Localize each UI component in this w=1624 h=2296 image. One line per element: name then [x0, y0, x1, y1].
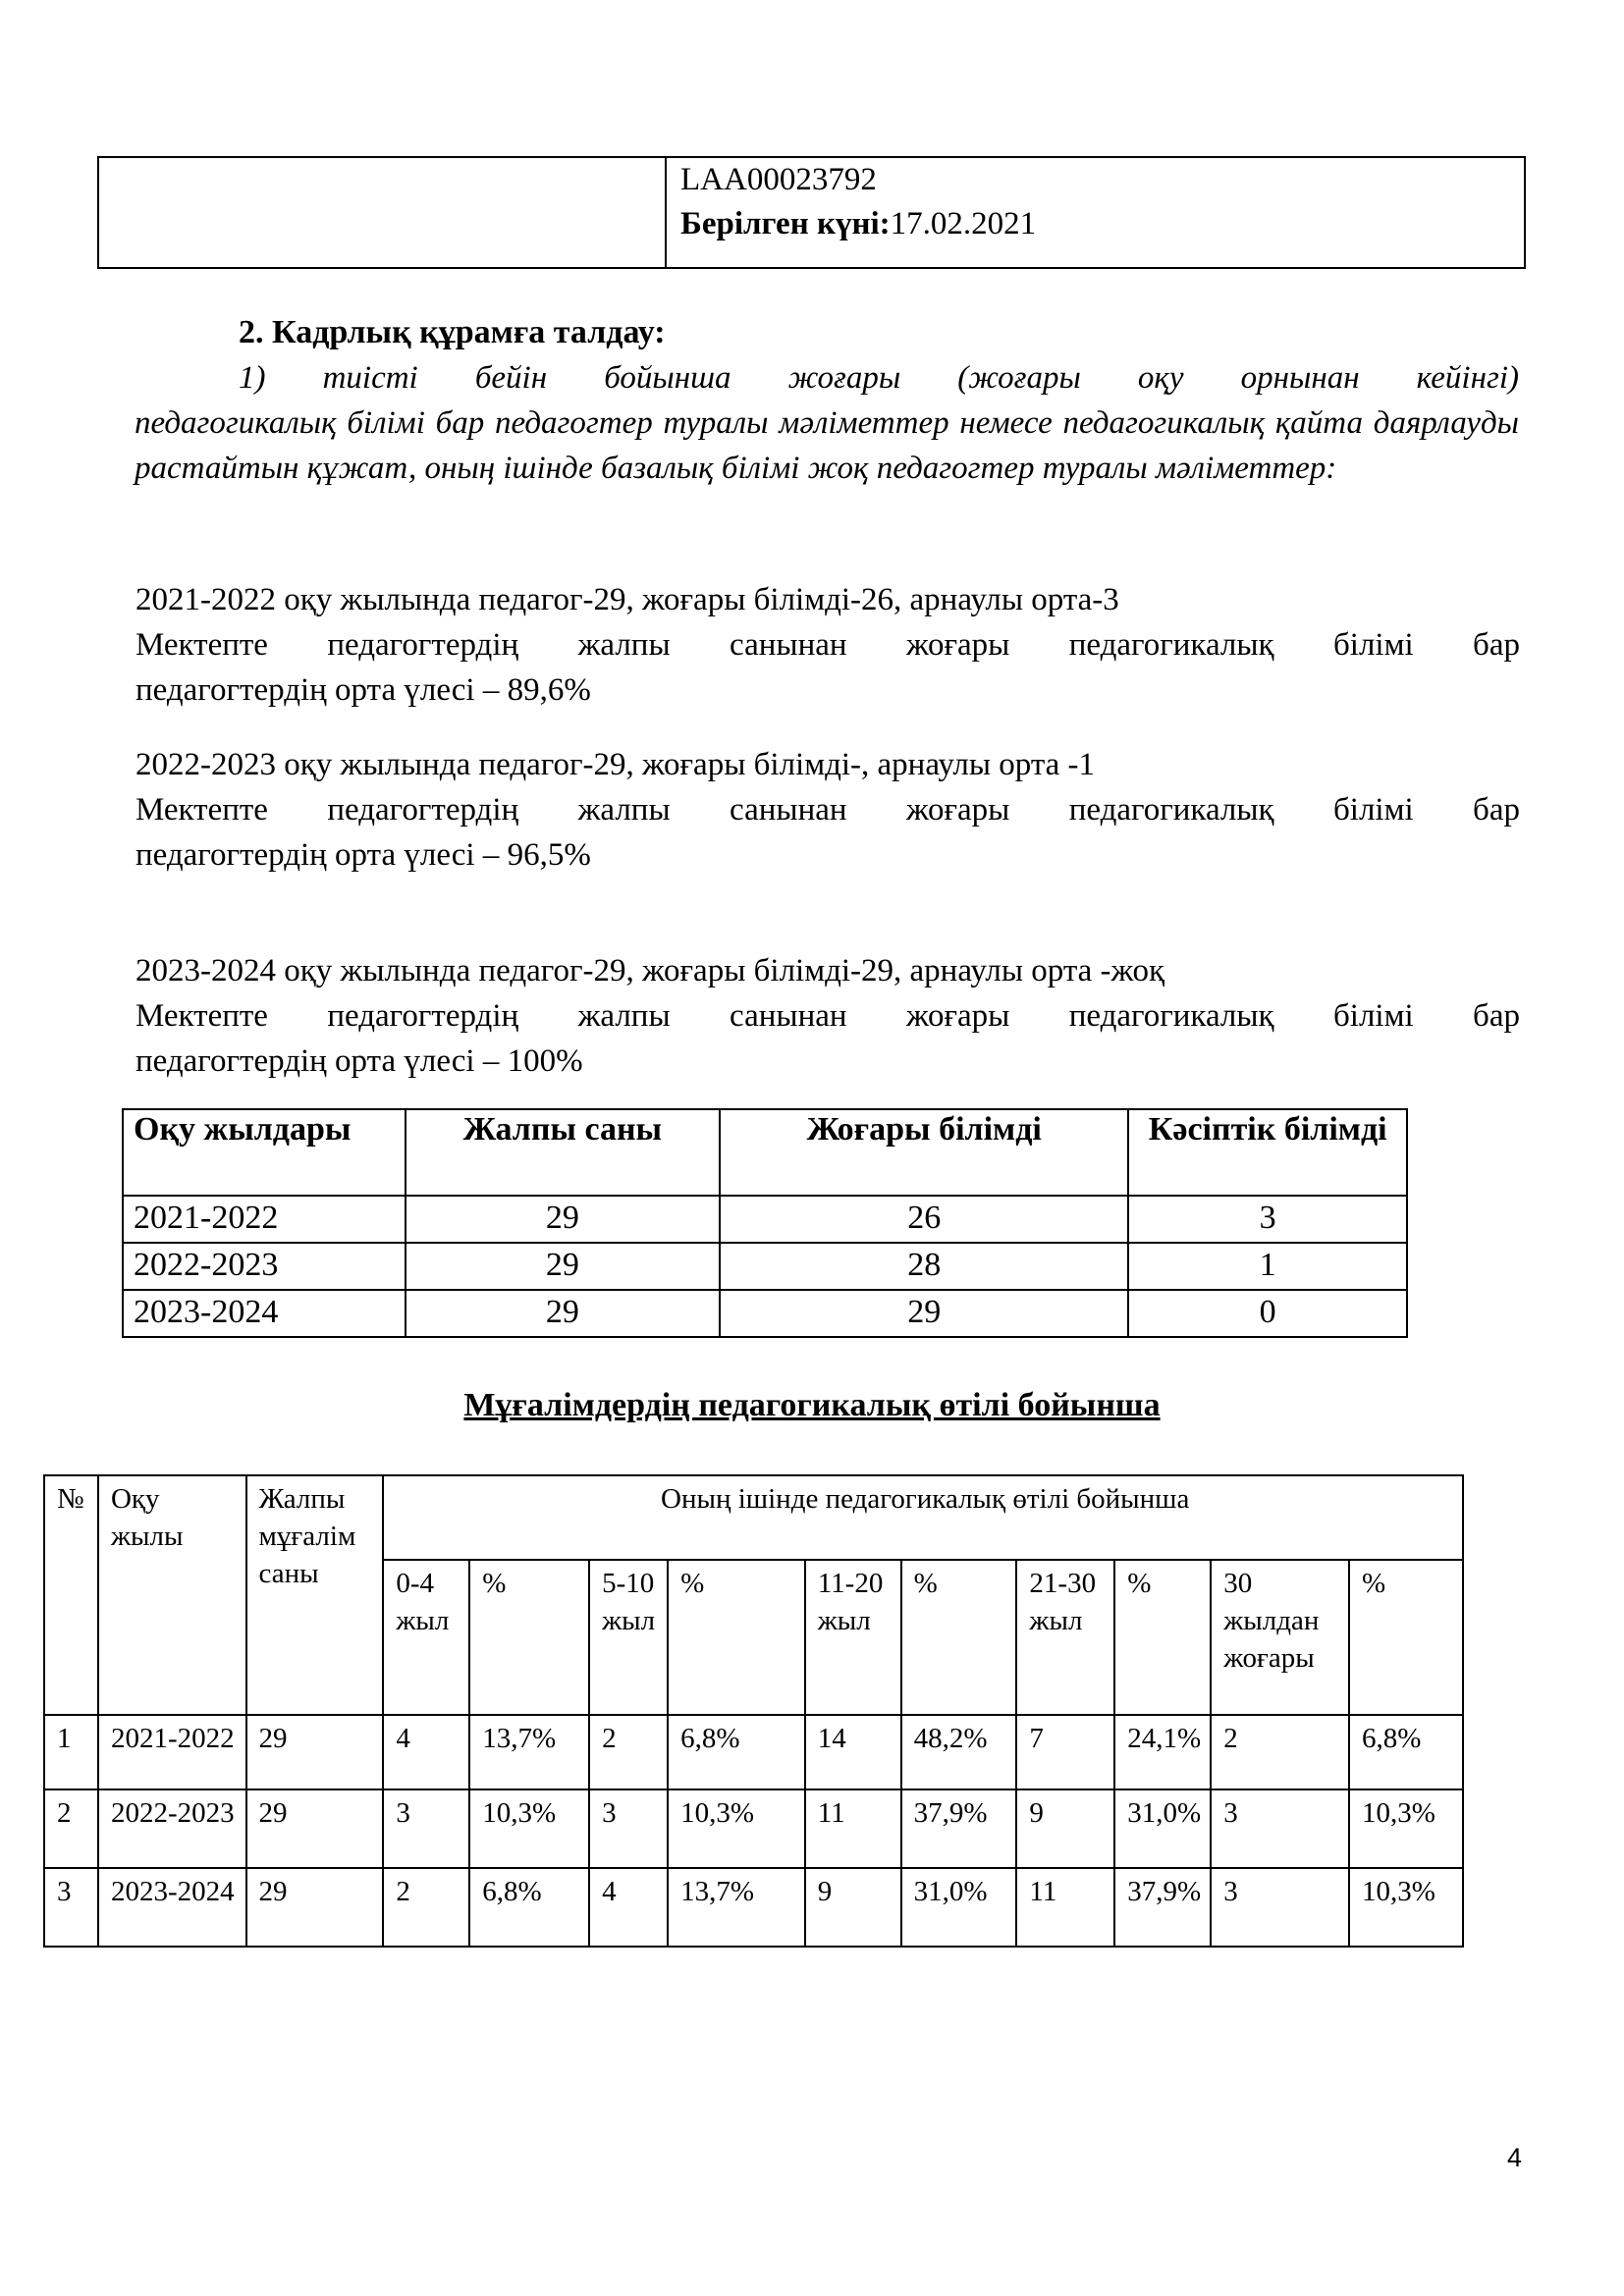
year-block-2	[135, 742, 1520, 878]
header-year: Оқу жылы	[98, 1475, 246, 1715]
intro-rest: педагогикалық білімі бар педагогтер туралы мәліметтер немесе педагогикалық қайта даярлауды растайтын құжат, оның ішінде базалық білімі жоқ педагогтер туралы мәліметтер:	[135, 405, 1519, 486]
license-code: LAA00023792	[680, 162, 877, 197]
cell-total: 29	[406, 1243, 720, 1290]
share-line-1: Мектепте педагогтердің жалпы санынан жоғары педагогикалық білімі бар	[135, 792, 1520, 828]
issued-date: 17.02.2021	[890, 206, 1037, 241]
cell-higher: 26	[720, 1196, 1128, 1243]
cell: 48,2%	[901, 1715, 1017, 1789]
table-row	[44, 1715, 1463, 1789]
cell: 11	[805, 1789, 901, 1868]
header-0-4: 0-4 жыл	[383, 1560, 469, 1715]
summary-table	[122, 1108, 1408, 1338]
header-num: №	[44, 1475, 98, 1715]
info-table	[97, 156, 1526, 269]
header-years: Оқу жылдары	[123, 1109, 406, 1196]
cell: 2	[383, 1868, 469, 1947]
summary-header-row	[123, 1109, 1407, 1196]
year-line: 2022-2023 оқу жылында педагог-29, жоғары білімді-, арнаулы орта -1	[135, 747, 1096, 782]
cell-vocational: 0	[1128, 1290, 1407, 1337]
year-block-3	[135, 948, 1520, 1084]
info-empty-cell	[98, 157, 666, 268]
cell: 37,9%	[1114, 1868, 1211, 1947]
share-line-2: педагогтердің орта үлесі – 100%	[135, 1043, 583, 1079]
share-line-2: педагогтердің орта үлесі – 89,6%	[135, 672, 591, 708]
cell: 31,0%	[901, 1868, 1017, 1947]
cell-year: 2023-2024	[123, 1290, 406, 1337]
cell: 2022-2023	[98, 1789, 246, 1868]
share-line-2: педагогтердің орта үлесі – 96,5%	[135, 837, 591, 873]
year-line: 2023-2024 оқу жылында педагог-29, жоғары білімді-29, арнаулы орта -жоқ	[135, 953, 1165, 988]
info-cell	[666, 157, 1525, 268]
cell: 4	[383, 1715, 469, 1789]
issued-date-line	[680, 202, 1510, 246]
header-pct: %	[1114, 1560, 1211, 1715]
cell: 2	[44, 1789, 98, 1868]
cell: 6,8%	[668, 1715, 805, 1789]
cell: 2023-2024	[98, 1868, 246, 1947]
header-vocational: Кәсіптік білімді	[1128, 1109, 1407, 1196]
cell: 29	[246, 1715, 384, 1789]
cell: 29	[246, 1789, 384, 1868]
cell-vocational: 1	[1128, 1243, 1407, 1290]
cell: 11	[1016, 1868, 1114, 1947]
section-title: 2. Кадрлық құрамға талдау:	[239, 314, 666, 350]
cell-year: 2022-2023	[123, 1243, 406, 1290]
header-30-plus: 30 жылдан жоғары	[1211, 1560, 1349, 1715]
cell-total: 29	[406, 1196, 720, 1243]
cell: 9	[1016, 1789, 1114, 1868]
year-block-1	[135, 577, 1520, 713]
cell: 24,1%	[1114, 1715, 1211, 1789]
header-21-30: 21-30 жыл	[1016, 1560, 1114, 1715]
cell: 37,9%	[901, 1789, 1017, 1868]
cell: 6,8%	[1349, 1715, 1463, 1789]
table-row	[123, 1196, 1407, 1243]
header-higher: Жоғары білімді	[720, 1109, 1128, 1196]
cell: 3	[1211, 1868, 1349, 1947]
cell: 2	[1211, 1715, 1349, 1789]
exp-header-row-1	[44, 1475, 1463, 1560]
experience-table	[43, 1474, 1464, 1948]
cell: 13,7%	[469, 1715, 589, 1789]
experience-title: Мұғалімдердің педагогикалық өтілі бойынша	[463, 1387, 1161, 1423]
table-row	[123, 1243, 1407, 1290]
header-pct: %	[1349, 1560, 1463, 1715]
share-line-1: Мектепте педагогтердің жалпы санынан жоғары педагогикалық білімі бар	[135, 998, 1520, 1034]
table-row	[123, 1290, 1407, 1337]
header-11-20: 11-20 жыл	[805, 1560, 901, 1715]
cell-higher: 28	[720, 1243, 1128, 1290]
header-total-teachers: Жалпы мұғалім саны	[246, 1475, 384, 1715]
cell: 14	[805, 1715, 901, 1789]
year-line: 2021-2022 оқу жылында педагог-29, жоғары білімді-26, арнаулы орта-3	[135, 582, 1119, 617]
cell: 29	[246, 1868, 384, 1947]
header-pct: %	[469, 1560, 589, 1715]
header-experience-span: Оның ішінде педагогикалық өтілі бойынша	[383, 1475, 1463, 1560]
cell: 6,8%	[469, 1868, 589, 1947]
cell: 10,3%	[668, 1789, 805, 1868]
cell: 1	[44, 1715, 98, 1789]
cell: 3	[44, 1868, 98, 1947]
header-total: Жалпы саны	[406, 1109, 720, 1196]
cell: 2021-2022	[98, 1715, 246, 1789]
cell: 10,3%	[1349, 1789, 1463, 1868]
header-5-10: 5-10 жыл	[589, 1560, 668, 1715]
header-pct: %	[901, 1560, 1017, 1715]
issued-label: Берілген күні:	[680, 206, 891, 241]
cell: 13,7%	[668, 1868, 805, 1947]
table-row	[44, 1789, 1463, 1868]
header-pct: %	[668, 1560, 805, 1715]
cell: 4	[589, 1868, 668, 1947]
cell-vocational: 3	[1128, 1196, 1407, 1243]
cell-higher: 29	[720, 1290, 1128, 1337]
cell: 10,3%	[469, 1789, 589, 1868]
cell: 31,0%	[1114, 1789, 1211, 1868]
cell: 3	[589, 1789, 668, 1868]
table-row	[44, 1868, 1463, 1947]
page-number: 4	[1506, 2143, 1522, 2172]
share-line-1: Мектепте педагогтердің жалпы санынан жоғары педагогикалық білімі бар	[135, 627, 1520, 663]
cell: 9	[805, 1868, 901, 1947]
cell: 3	[1211, 1789, 1349, 1868]
intro-paragraph	[135, 355, 1519, 491]
cell: 3	[383, 1789, 469, 1868]
cell: 7	[1016, 1715, 1114, 1789]
cell: 10,3%	[1349, 1868, 1463, 1947]
cell-total: 29	[406, 1290, 720, 1337]
cell: 2	[589, 1715, 668, 1789]
cell-year: 2021-2022	[123, 1196, 406, 1243]
intro-first-line: 1) тиісті бейін бойынша жоғары (жоғары оқу орнынан кейінгі)	[239, 360, 1519, 396]
